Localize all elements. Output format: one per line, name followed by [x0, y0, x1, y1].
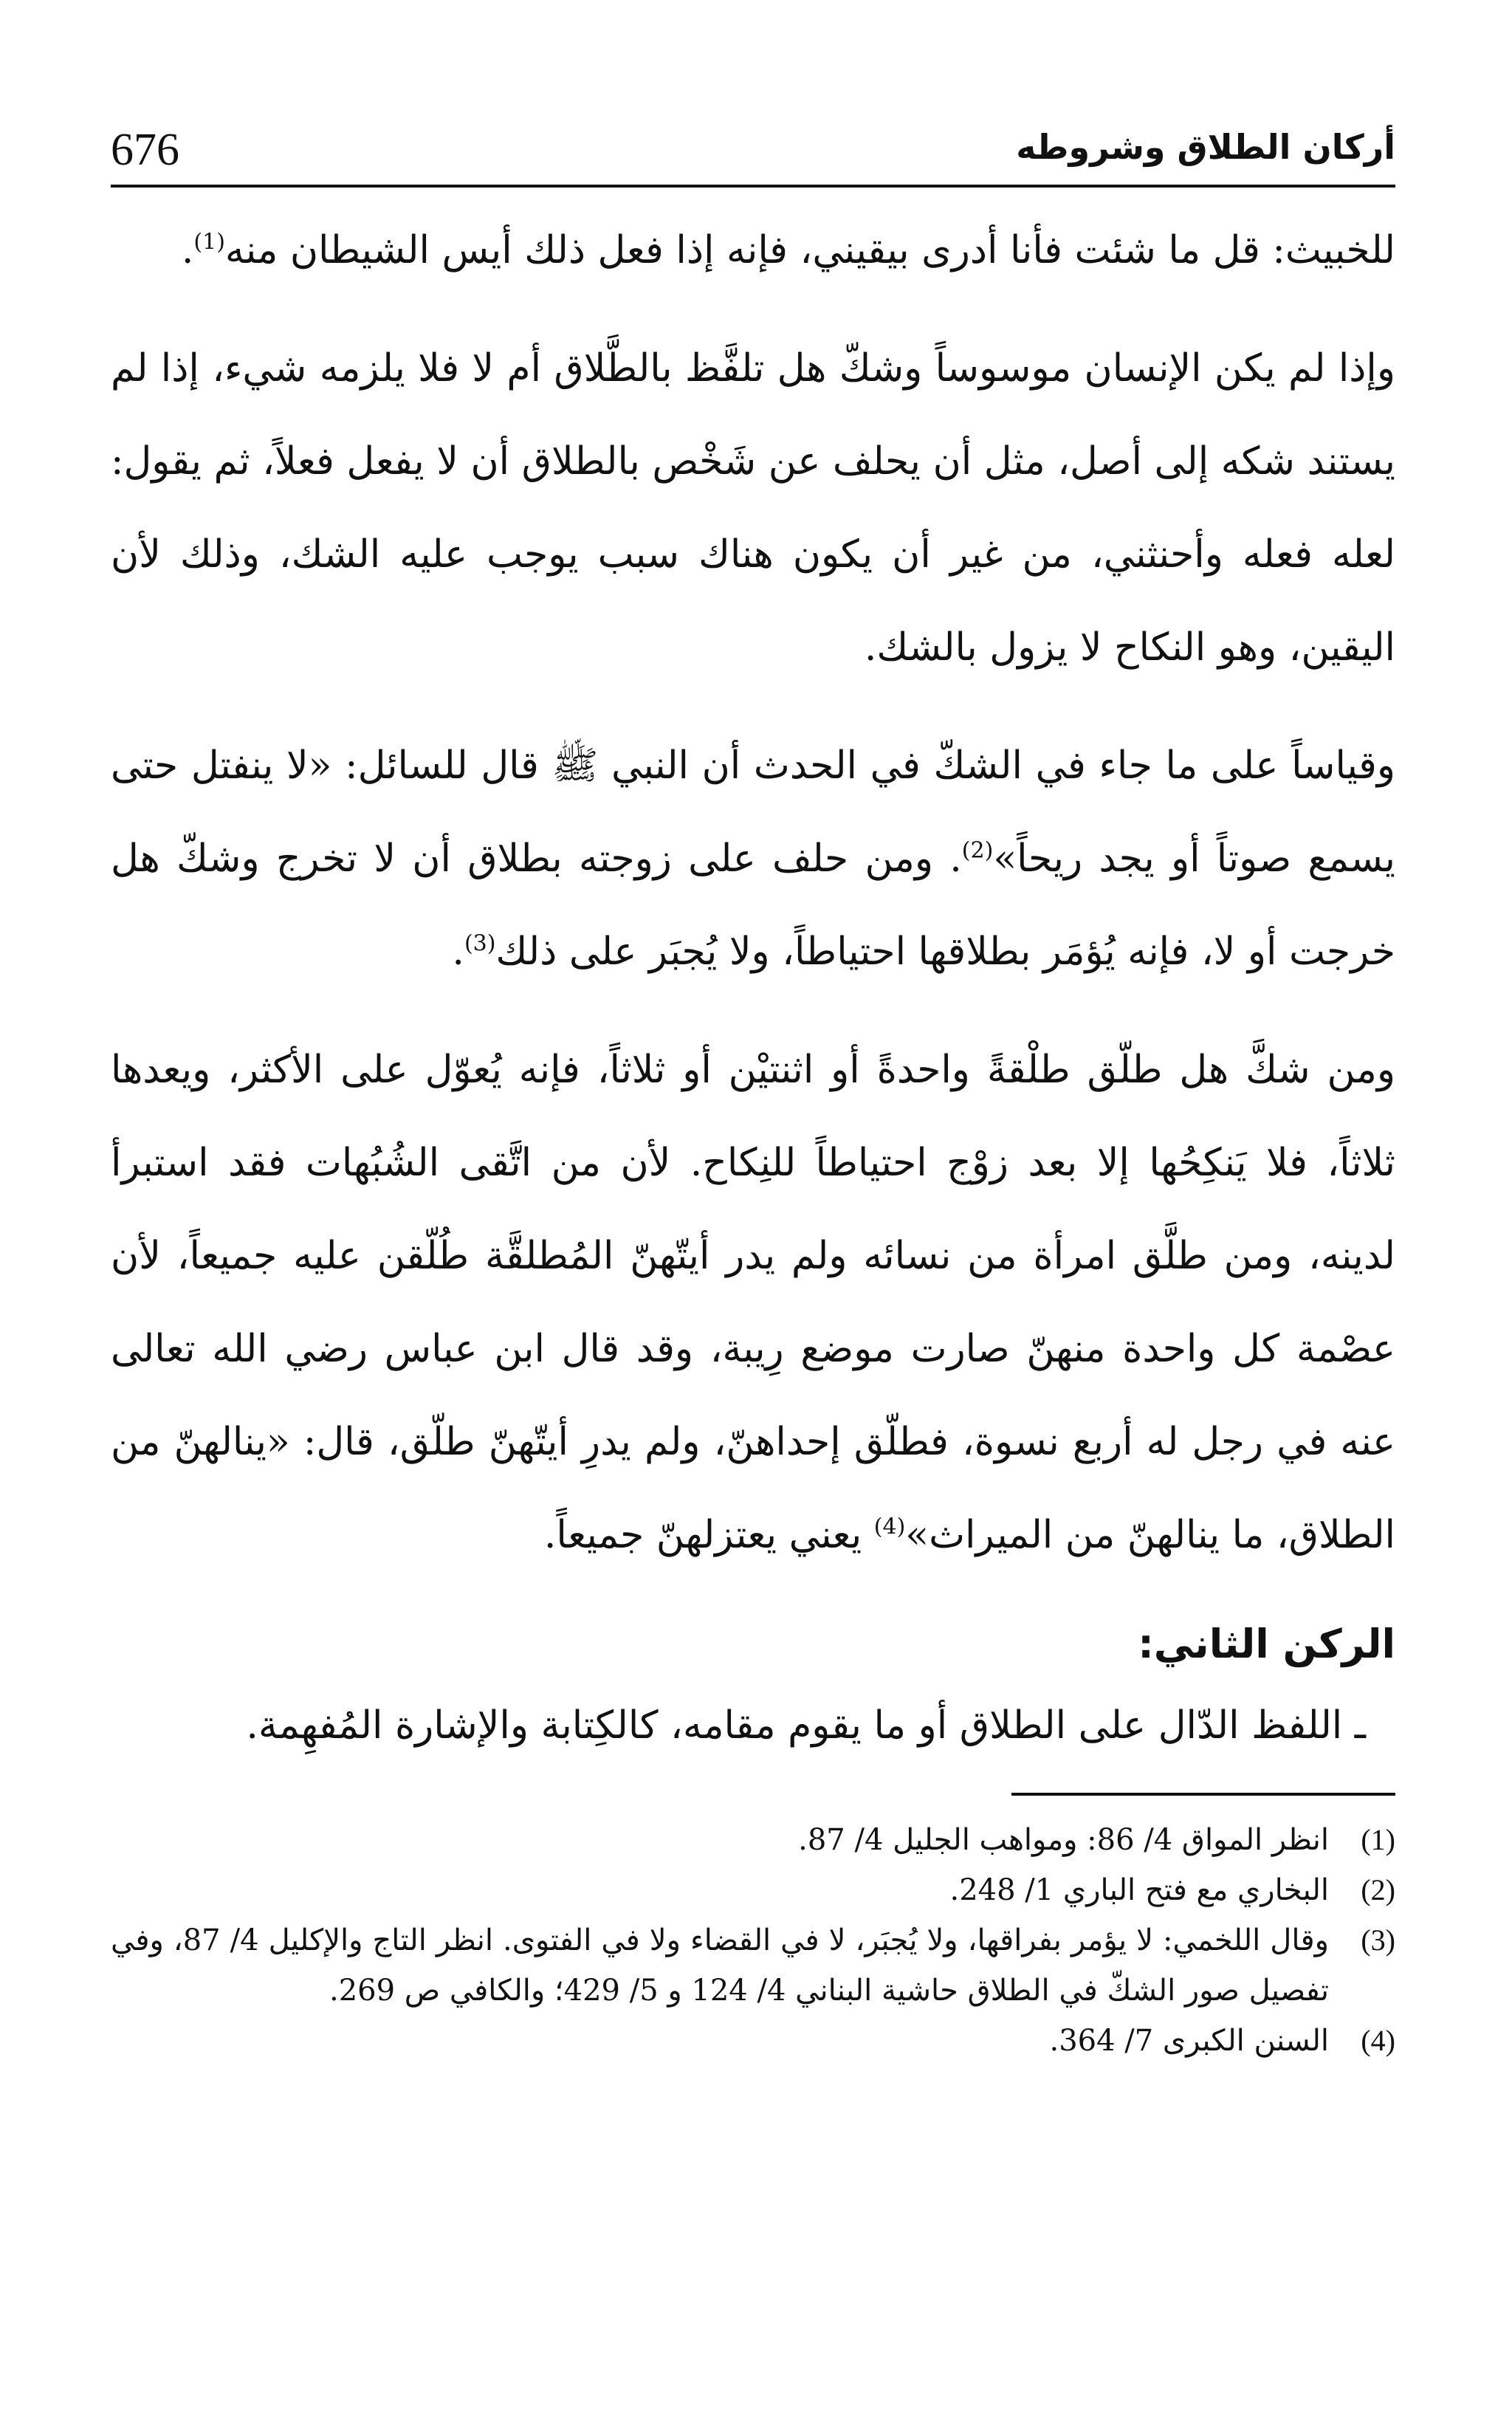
paragraph-1: للخبيث: قل ما شئت فأنا أدرى بيقيني، فإنه إذا فعل ذلك أيس الشيطان منه$^{(1)}$.	[181, 228, 1395, 272]
paragraph-4: ومن شكَّ هل طلّق طلْقةً واحدةً أو اثنتيْن أو ثلاثاً، فإنه يُعوّل على الأكثر، ويعدها ثلاثاً، فلا يَنكِحُها إلا بعد زوْج احتياطاً للنِكاح. لأن من اتَّقى الشُبُهات فقد استبرأ لدينه، ومن طلَّق امرأة من نسائه ولم يدر أيتّهنّ المُطلقَّة طُلّقن عليه جميعاً، لأن عصْمة كل واحدة منهنّ صارت موضع رِيبة، وقد قال ابن عباس رضي الله تعالى عنه في رجل له أربع نسوة، فطلّق إحداهنّ، ولم يدرِ أيتّهنّ طلّق، قال: «ينالهنّ من الطلاق، ما ينالهنّ من الميراث»$^{(4)}$ يعني يعتزلهنّ جميعاً.	[111, 1048, 1395, 1557]
footnote	[111, 1815, 1395, 1865]
footnote-number: (1)	[1361, 1823, 1395, 1856]
footnote-ref-1: (1)	[193, 229, 225, 255]
footnote	[111, 1865, 1395, 1915]
paragraph-3: وقياساً على ما جاء في الشكّ في الحدث أن النبي ﷺ قال للسائل: «لا ينفتل حتى يسمع صوتاً أو يجد ريحاً»$^{(2)}$. ومن حلف على زوجته بطلاق أن لا تخرج وشكّ هل خرجت أو لا، فإنه يُؤمَر بطلاقها احتياطاً، ولا يُجبَر على ذلك$^{(3)}$.	[111, 744, 1395, 974]
page-number: 676	[111, 125, 179, 175]
footnote-text: انظر المواق 4/ 86: ومواهب الجليل 4/ 87.	[798, 1823, 1329, 1857]
footnote-text: السنن الكبرى 7/ 364.	[1049, 2024, 1329, 2058]
footnote-text: البخاري مع فتح الباري 1/ 248.	[949, 1873, 1329, 1907]
footnote-number: (4)	[1361, 2024, 1395, 2057]
footnote-ref-3: (3)	[464, 930, 496, 957]
footnote	[111, 1915, 1395, 2016]
footnote-ref-2: (2)	[961, 837, 994, 864]
book-page	[111, 111, 1395, 2318]
page-header	[111, 111, 1395, 188]
section-heading: الركن الثاني:	[1138, 1621, 1395, 1667]
running-title: أركان الطلاق وشروطه	[1016, 127, 1395, 167]
section-item: ـ اللفظ الدّال على الطلاق أو ما يقوم مقامه، كالكِتابة والإشارة المُفهِمة.	[246, 1703, 1366, 1748]
footnote-ref-4: (4)	[873, 1514, 906, 1540]
main-text	[111, 204, 1395, 1582]
footnote-divider	[1011, 1793, 1395, 1796]
footnote-number: (3)	[1361, 1923, 1395, 1957]
footnote-number: (2)	[1361, 1873, 1395, 1906]
footnote-text: وقال اللخمي: لا يؤمر بفراقها، ولا يُجبَر، لا في القضاء ولا في الفتوى. انظر التاج والإكليل 4/ 87، وفي تفصيل صور الشكّ في الطلاق حاشية البناني 4/ 124 و 5/ 429؛ والكافي ص 269.	[111, 1923, 1329, 2008]
footnotes	[111, 1815, 1395, 2066]
paragraph-2: وإذا لم يكن الإنسان موسوساً وشكّ هل تلفَّظ بالطَّلاق أم لا فلا يلزمه شيء، إذا لم يستند شكه إلى أصل، مثل أن يحلف عن شَخْص بالطلاق أن لا يفعل فعلاً، ثم يقول: لعله فعله وأحنثني، من غير أن يكون هناك سبب يوجب عليه الشك، وذلك لأن اليقين، وهو النكاح لا يزول بالشك.	[111, 346, 1395, 670]
footnote	[111, 2016, 1395, 2066]
